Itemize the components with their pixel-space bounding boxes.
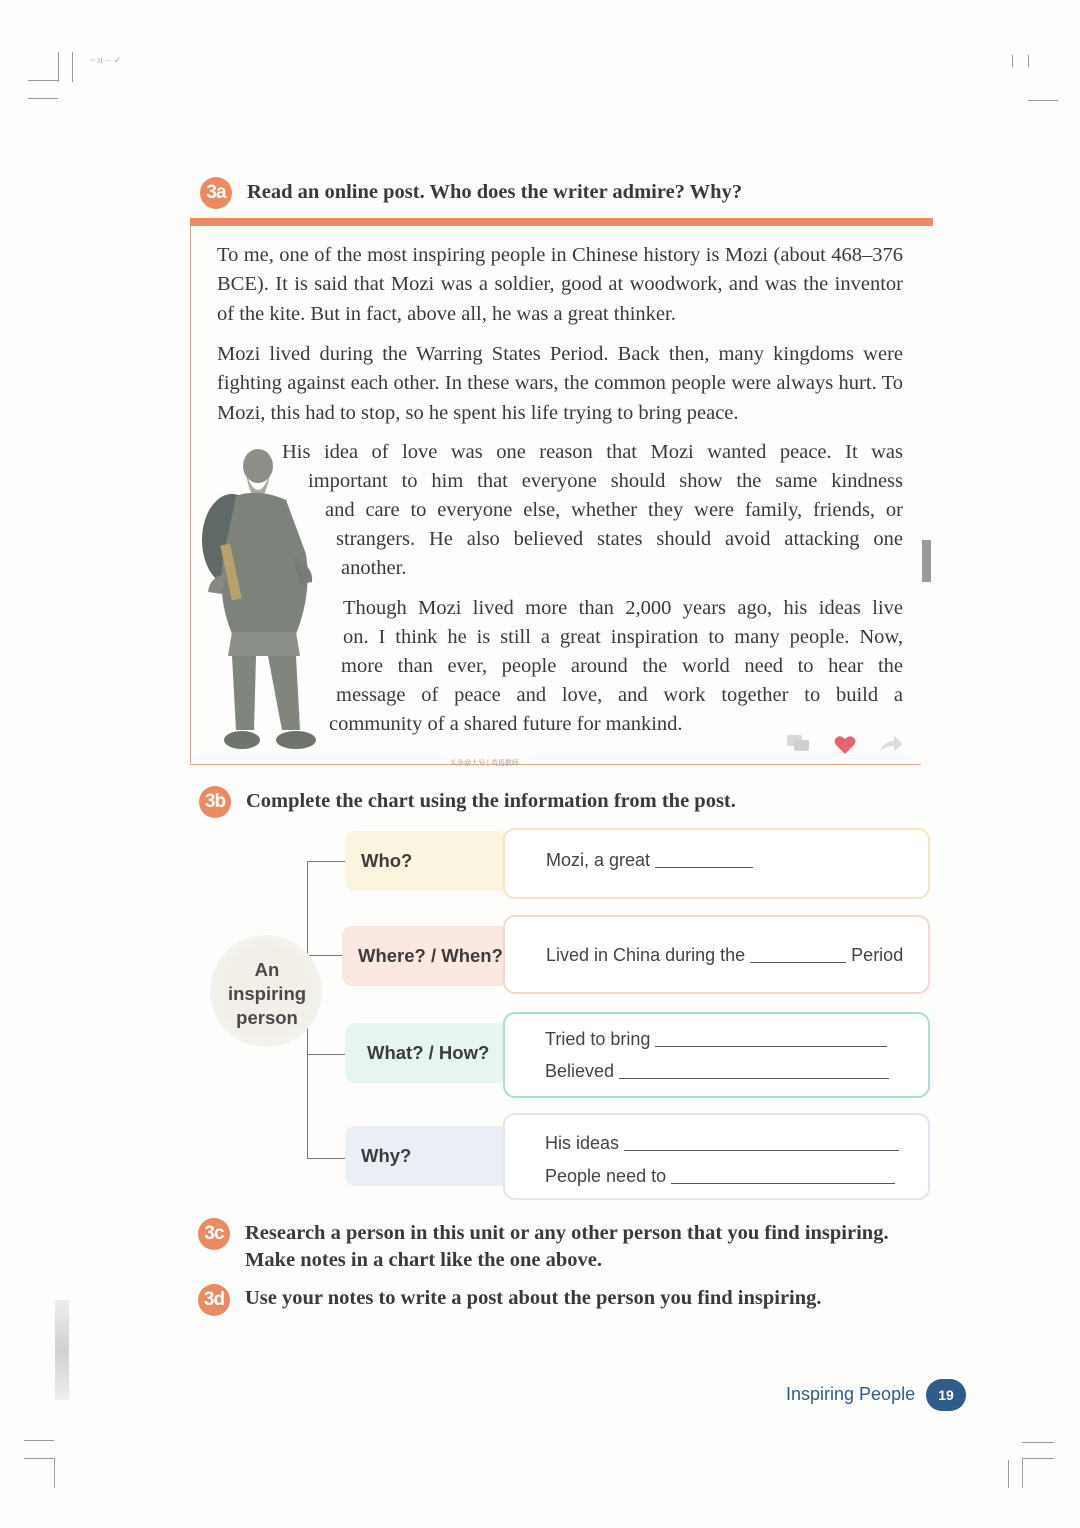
crop-mark [28, 80, 58, 81]
post-paragraph-3-line: and care to everyone else, whether they were family, friends, or [325, 499, 903, 521]
answer-prompt: People need to [545, 1166, 667, 1186]
binding-strip [55, 1300, 69, 1400]
answer-box-what-how [503, 1012, 930, 1098]
crop-mark [1022, 1458, 1054, 1459]
post-header-bar [190, 218, 933, 226]
section-3c-badge: 3c [198, 1218, 230, 1250]
center-label-line: inspiring [227, 983, 307, 1004]
crop-mark [24, 1458, 54, 1459]
answer-line-why [545, 1166, 895, 1187]
section-3b-badge: 3b [199, 786, 231, 818]
question-where-when: Where? / When? [342, 926, 510, 986]
post-paragraph-4-line: on. I think he is still a great inspiration to many people. Now, [343, 626, 903, 648]
center-label [212, 958, 322, 1030]
section-3d-badge: 3d [198, 1284, 230, 1316]
answer-blank[interactable] [750, 962, 846, 963]
share-icon[interactable] [878, 735, 904, 753]
post-paragraph-3-line: strangers. He also believed states should avoid attacking one [336, 528, 903, 550]
question-why: Why? [345, 1126, 510, 1186]
answer-line-what-how [545, 1029, 887, 1050]
crop-mark [1028, 100, 1058, 101]
section-3d-instruction: Use your notes to write a post about the person you find inspiring. [245, 1287, 822, 1309]
post-paragraph-3-line: important to him that everyone should show the same kindness [308, 470, 903, 492]
answer-blank[interactable] [655, 867, 753, 868]
answer-suffix: Period [851, 945, 904, 965]
section-3a-instruction: Read an online post. Who does the writer admire? Why? [247, 181, 743, 203]
scrollbar-thumb[interactable] [922, 540, 931, 582]
answer-blank[interactable] [655, 1046, 887, 1047]
chart-connector [307, 861, 345, 862]
post-paragraph-4-line: community of a shared future for mankind. [329, 713, 683, 735]
section-3b-instruction: Complete the chart using the information from the post. [246, 790, 736, 812]
crop-mark [54, 1458, 55, 1488]
answer-line-where-when [546, 945, 903, 966]
heart-icon[interactable] [834, 735, 856, 755]
answer-line-what-how [545, 1061, 889, 1082]
crop-mark [1022, 1458, 1023, 1488]
mozi-statue-image [196, 444, 332, 758]
post-paragraph-4-line: message of peace and love, and work together to build a [336, 684, 903, 706]
answer-prompt: His ideas [545, 1133, 620, 1153]
crop-mark [72, 52, 73, 82]
answer-line-why [545, 1133, 899, 1154]
answer-prompt: Tried to bring [545, 1029, 651, 1049]
answer-prompt: Mozi, a great [546, 850, 651, 870]
crop-mark [1022, 1442, 1054, 1443]
post-paragraph-3-line: His idea of love was one reason that Mozi wanted peace. It was [282, 441, 903, 463]
crop-mark [24, 1440, 54, 1441]
center-label-line: An [254, 959, 280, 980]
center-label-line: person [236, 1007, 298, 1028]
answer-blank[interactable] [619, 1078, 889, 1079]
chart-connector [307, 1158, 345, 1159]
unit-title: Inspiring People [786, 1384, 916, 1404]
answer-blank[interactable] [624, 1150, 899, 1151]
crop-mark [1028, 55, 1029, 67]
question-what-how: What? / How? [345, 1023, 510, 1083]
post-paragraph-4-line: Though Mozi lived more than 2,000 years ago, his ideas live [343, 597, 903, 619]
header-marks: ~ ıı ·· ✓ [90, 55, 122, 65]
page-number: 19 [926, 1379, 966, 1411]
answer-line-who [546, 850, 753, 871]
post-paragraph-3-line: another. [341, 557, 407, 579]
post-paragraph-2: Mozi lived during the Warring States Period. Back then, many kingdoms were fighting against each other. In these wars, the common people were always hurt. To Mozi, this had to stop, so he spent his life trying to bring peace. [217, 343, 903, 424]
crop-mark [58, 52, 59, 82]
watermark: 头条@大号 | 英语教师 [450, 760, 519, 767]
post-paragraph-4-line: more than ever, people around the world need to hear the [341, 655, 903, 677]
post-paragraph-1: To me, one of the most inspiring people in Chinese history is Mozi (about 468–376 BCE). It is said that Mozi was a soldier, good at woodwork, and was the inventor of the kite. But in fact, above all, he was a great thinker. [217, 244, 903, 325]
answer-prompt: Believed [545, 1061, 615, 1081]
section-3c-instruction-line-2: Make notes in a chart like the one above. [245, 1249, 603, 1271]
crop-mark [1008, 1460, 1009, 1488]
chart-connector [307, 1054, 345, 1055]
comment-icon[interactable] [786, 734, 810, 754]
section-3c-instruction-line-1: Research a person in this unit or any other person that you find inspiring. [245, 1222, 889, 1244]
crop-mark [1012, 55, 1013, 67]
answer-prompt: Lived in China during the [546, 945, 746, 965]
question-who: Who? [345, 831, 510, 891]
chart-connector [307, 955, 345, 956]
crop-mark [28, 98, 58, 99]
answer-blank[interactable] [671, 1183, 895, 1184]
section-3a-badge: 3a [200, 177, 232, 209]
